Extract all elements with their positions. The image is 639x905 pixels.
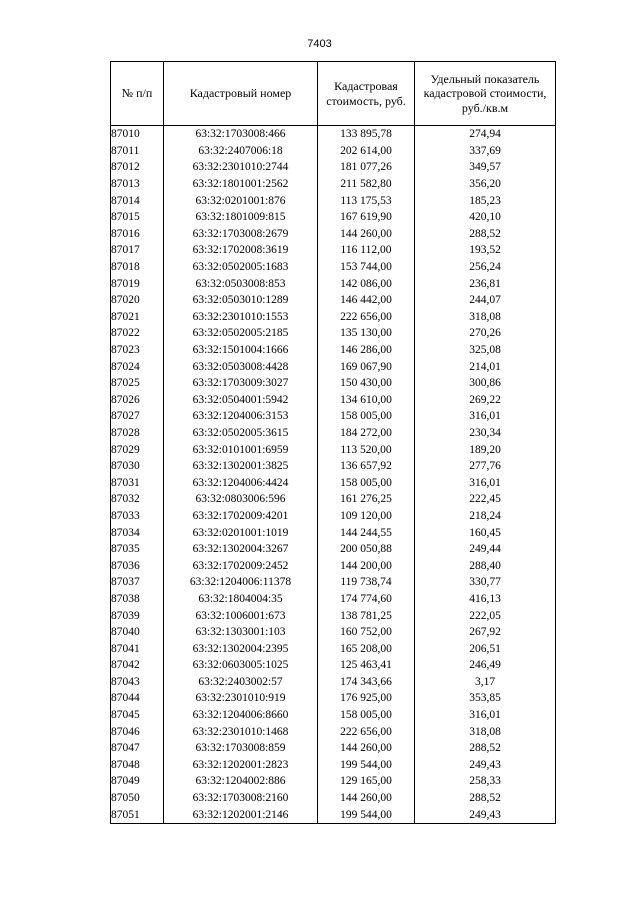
cell-cadastral-number: 63:32:0504001:5942	[164, 392, 318, 409]
table-row	[111, 375, 556, 392]
cell-cadastral-number: 63:32:2301010:919	[164, 690, 318, 707]
cell-row-number: 87018	[111, 259, 164, 276]
table-row	[111, 773, 556, 790]
table-row	[111, 690, 556, 707]
cell-specific-value: 206,51	[415, 640, 556, 657]
cell-cadastral-number: 63:32:1703008:859	[164, 740, 318, 757]
cell-cadastral-value: 199 544,00	[318, 806, 415, 823]
cell-cadastral-value: 167 619,90	[318, 209, 415, 226]
cell-cadastral-value: 144 200,00	[318, 557, 415, 574]
cell-specific-value: 249,43	[415, 757, 556, 774]
cell-cadastral-number: 63:32:0803006:596	[164, 491, 318, 508]
table-row	[111, 624, 556, 641]
cell-cadastral-value: 222 656,00	[318, 723, 415, 740]
table-header	[111, 62, 556, 126]
cell-cadastral-value: 202 614,00	[318, 143, 415, 160]
table-row	[111, 757, 556, 774]
cell-row-number: 87044	[111, 690, 164, 707]
table-row	[111, 159, 556, 176]
cell-cadastral-number: 63:32:1302001:3825	[164, 458, 318, 475]
cell-row-number: 87043	[111, 674, 164, 691]
table-row	[111, 242, 556, 259]
cell-specific-value: 214,01	[415, 358, 556, 375]
cell-cadastral-value: 158 005,00	[318, 408, 415, 425]
cell-cadastral-value: 146 442,00	[318, 292, 415, 309]
table-body	[111, 126, 556, 824]
table-row	[111, 392, 556, 409]
table-row	[111, 640, 556, 657]
cell-specific-value: 356,20	[415, 176, 556, 193]
table-row	[111, 259, 556, 276]
table-row	[111, 192, 556, 209]
cell-specific-value: 318,08	[415, 309, 556, 326]
table-row	[111, 358, 556, 375]
table-row	[111, 674, 556, 691]
cell-specific-value: 316,01	[415, 408, 556, 425]
table-row	[111, 591, 556, 608]
cell-specific-value: 218,24	[415, 508, 556, 525]
cell-specific-value: 270,26	[415, 325, 556, 342]
cell-specific-value: 318,08	[415, 723, 556, 740]
cell-row-number: 87022	[111, 325, 164, 342]
table-row	[111, 226, 556, 243]
cell-specific-value: 269,22	[415, 392, 556, 409]
cell-cadastral-number: 63:32:1204006:4424	[164, 474, 318, 491]
cell-cadastral-value: 136 657,92	[318, 458, 415, 475]
cell-cadastral-number: 63:32:1202001:2146	[164, 806, 318, 823]
cell-row-number: 87025	[111, 375, 164, 392]
table-row	[111, 209, 556, 226]
header-cadastral-number: Кадастровый номер	[164, 62, 318, 126]
cell-cadastral-number: 63:32:1204006:11378	[164, 574, 318, 591]
cell-cadastral-number: 63:32:0201001:1019	[164, 524, 318, 541]
cell-cadastral-value: 125 463,41	[318, 657, 415, 674]
cell-cadastral-number: 63:32:1204002:886	[164, 773, 318, 790]
cell-cadastral-number: 63:32:0503010:1289	[164, 292, 318, 309]
cell-cadastral-value: 181 077,26	[318, 159, 415, 176]
cell-row-number: 87031	[111, 474, 164, 491]
cell-cadastral-value: 144 260,00	[318, 790, 415, 807]
cell-cadastral-value: 174 774,60	[318, 591, 415, 608]
cell-specific-value: 316,01	[415, 474, 556, 491]
cell-specific-value: 244,07	[415, 292, 556, 309]
table-row	[111, 806, 556, 823]
cell-specific-value: 222,45	[415, 491, 556, 508]
table-row	[111, 143, 556, 160]
table-row	[111, 458, 556, 475]
cell-row-number: 87030	[111, 458, 164, 475]
cell-cadastral-value: 165 208,00	[318, 640, 415, 657]
cell-cadastral-value: 200 050,88	[318, 541, 415, 558]
cell-cadastral-number: 63:32:0503008:4428	[164, 358, 318, 375]
cell-row-number: 87041	[111, 640, 164, 657]
cell-specific-value: 236,81	[415, 275, 556, 292]
header-row-number: № п/п	[111, 62, 164, 126]
table-row	[111, 557, 556, 574]
cell-cadastral-value: 119 738,74	[318, 574, 415, 591]
cell-cadastral-number: 63:32:2301010:1468	[164, 723, 318, 740]
table-row	[111, 342, 556, 359]
table-row	[111, 126, 556, 143]
cell-cadastral-number: 63:32:0503008:853	[164, 275, 318, 292]
cell-row-number: 87050	[111, 790, 164, 807]
table-row	[111, 441, 556, 458]
table-row	[111, 292, 556, 309]
cell-cadastral-number: 63:32:0101001:6959	[164, 441, 318, 458]
cell-cadastral-value: 113 520,00	[318, 441, 415, 458]
cell-cadastral-value: 109 120,00	[318, 508, 415, 525]
cell-cadastral-number: 63:32:2301010:1553	[164, 309, 318, 326]
cell-cadastral-value: 142 086,00	[318, 275, 415, 292]
cell-cadastral-value: 184 272,00	[318, 425, 415, 442]
cell-cadastral-value: 199 544,00	[318, 757, 415, 774]
cell-cadastral-number: 63:32:0502005:1683	[164, 259, 318, 276]
cell-cadastral-number: 63:32:0603005:1025	[164, 657, 318, 674]
cell-specific-value: 300,86	[415, 375, 556, 392]
cell-cadastral-value: 211 582,80	[318, 176, 415, 193]
table-row	[111, 607, 556, 624]
cell-specific-value: 249,43	[415, 806, 556, 823]
cell-cadastral-value: 176 925,00	[318, 690, 415, 707]
cell-specific-value: 246,49	[415, 657, 556, 674]
cell-row-number: 87037	[111, 574, 164, 591]
cell-cadastral-number: 63:32:1703009:3027	[164, 375, 318, 392]
table-row	[111, 425, 556, 442]
table-row	[111, 707, 556, 724]
cell-row-number: 87034	[111, 524, 164, 541]
cell-specific-value: 277,76	[415, 458, 556, 475]
cell-cadastral-number: 63:32:0201001:876	[164, 192, 318, 209]
cell-row-number: 87012	[111, 159, 164, 176]
cell-specific-value: 222,05	[415, 607, 556, 624]
cell-specific-value: 325,08	[415, 342, 556, 359]
cell-cadastral-number: 63:32:1702008:3619	[164, 242, 318, 259]
cell-row-number: 87024	[111, 358, 164, 375]
table-row	[111, 325, 556, 342]
table-row	[111, 524, 556, 541]
cell-row-number: 87026	[111, 392, 164, 409]
page-number: 7403	[307, 38, 332, 50]
cell-cadastral-value: 146 286,00	[318, 342, 415, 359]
cell-cadastral-value: 138 781,25	[318, 607, 415, 624]
cell-row-number: 87039	[111, 607, 164, 624]
cell-row-number: 87042	[111, 657, 164, 674]
cell-row-number: 87013	[111, 176, 164, 193]
cell-specific-value: 288,52	[415, 740, 556, 757]
cell-cadastral-number: 63:32:1302004:3267	[164, 541, 318, 558]
cell-specific-value: 193,52	[415, 242, 556, 259]
cell-cadastral-number: 63:32:1204006:8660	[164, 707, 318, 724]
header-cadastral-value: Кадастровая стоимость, руб.	[318, 62, 415, 126]
cell-row-number: 87033	[111, 508, 164, 525]
cell-specific-value: 420,10	[415, 209, 556, 226]
cell-cadastral-number: 63:32:2403002:57	[164, 674, 318, 691]
cell-row-number: 87017	[111, 242, 164, 259]
cell-cadastral-value: 113 175,53	[318, 192, 415, 209]
cell-cadastral-number: 63:32:1006001:673	[164, 607, 318, 624]
table-row	[111, 508, 556, 525]
cell-row-number: 87040	[111, 624, 164, 641]
cell-row-number: 87027	[111, 408, 164, 425]
cell-cadastral-value: 144 260,00	[318, 740, 415, 757]
cell-specific-value: 349,57	[415, 159, 556, 176]
cell-row-number: 87049	[111, 773, 164, 790]
cell-cadastral-value: 158 005,00	[318, 707, 415, 724]
cell-cadastral-value: 135 130,00	[318, 325, 415, 342]
table-row	[111, 574, 556, 591]
header-row	[111, 62, 556, 126]
cell-specific-value: 288,40	[415, 557, 556, 574]
cell-row-number: 87038	[111, 591, 164, 608]
cell-specific-value: 274,94	[415, 126, 556, 143]
cell-cadastral-number: 63:32:2301010:2744	[164, 159, 318, 176]
cell-cadastral-number: 63:32:1702009:4201	[164, 508, 318, 525]
cell-cadastral-value: 158 005,00	[318, 474, 415, 491]
cell-specific-value: 353,85	[415, 690, 556, 707]
cell-row-number: 87046	[111, 723, 164, 740]
cell-cadastral-number: 63:32:1303001:103	[164, 624, 318, 641]
cell-cadastral-value: 169 067,90	[318, 358, 415, 375]
cell-row-number: 87023	[111, 342, 164, 359]
cell-row-number: 87051	[111, 806, 164, 823]
cell-cadastral-number: 63:32:1801009:815	[164, 209, 318, 226]
cell-specific-value: 3,17	[415, 674, 556, 691]
cell-row-number: 87036	[111, 557, 164, 574]
cell-cadastral-value: 144 260,00	[318, 226, 415, 243]
cell-specific-value: 249,44	[415, 541, 556, 558]
cell-specific-value: 316,01	[415, 707, 556, 724]
cell-specific-value: 189,20	[415, 441, 556, 458]
cell-specific-value: 185,23	[415, 192, 556, 209]
cell-cadastral-number: 63:32:1702009:2452	[164, 557, 318, 574]
table-row	[111, 657, 556, 674]
cell-row-number: 87021	[111, 309, 164, 326]
cell-row-number: 87032	[111, 491, 164, 508]
cell-row-number: 87014	[111, 192, 164, 209]
cell-cadastral-value: 161 276,25	[318, 491, 415, 508]
cell-cadastral-number: 63:32:1703008:2679	[164, 226, 318, 243]
cell-specific-value: 256,24	[415, 259, 556, 276]
cell-cadastral-value: 174 343,66	[318, 674, 415, 691]
cell-specific-value: 258,33	[415, 773, 556, 790]
cell-cadastral-value: 153 744,00	[318, 259, 415, 276]
cell-row-number: 87019	[111, 275, 164, 292]
cell-row-number: 87048	[111, 757, 164, 774]
cell-cadastral-value: 150 430,00	[318, 375, 415, 392]
cell-cadastral-number: 63:32:1703008:2160	[164, 790, 318, 807]
cell-row-number: 87028	[111, 425, 164, 442]
cell-cadastral-value: 116 112,00	[318, 242, 415, 259]
cell-row-number: 87010	[111, 126, 164, 143]
cell-specific-value: 288,52	[415, 226, 556, 243]
cell-cadastral-value: 222 656,00	[318, 309, 415, 326]
cell-specific-value: 288,52	[415, 790, 556, 807]
cell-row-number: 87011	[111, 143, 164, 160]
cell-row-number: 87029	[111, 441, 164, 458]
table-row	[111, 176, 556, 193]
cell-cadastral-number: 63:32:0502005:2185	[164, 325, 318, 342]
cell-cadastral-number: 63:32:2407006:18	[164, 143, 318, 160]
cell-row-number: 87047	[111, 740, 164, 757]
cell-cadastral-number: 63:32:1204006:3153	[164, 408, 318, 425]
cell-cadastral-value: 144 244,55	[318, 524, 415, 541]
table-row	[111, 790, 556, 807]
cell-specific-value: 330,77	[415, 574, 556, 591]
table-row	[111, 541, 556, 558]
cell-cadastral-value: 160 752,00	[318, 624, 415, 641]
table-row	[111, 491, 556, 508]
table-row	[111, 309, 556, 326]
cell-row-number: 87020	[111, 292, 164, 309]
cell-row-number: 87015	[111, 209, 164, 226]
cell-cadastral-value: 129 165,00	[318, 773, 415, 790]
table-row	[111, 740, 556, 757]
header-specific-value: Удельный показатель кадастровой стоимости, руб./кв.м	[415, 62, 556, 126]
cell-specific-value: 267,92	[415, 624, 556, 641]
cell-cadastral-number: 63:32:1302004:2395	[164, 640, 318, 657]
cell-cadastral-value: 133 895,78	[318, 126, 415, 143]
cell-specific-value: 416,13	[415, 591, 556, 608]
cell-row-number: 87016	[111, 226, 164, 243]
table-row	[111, 275, 556, 292]
cell-row-number: 87045	[111, 707, 164, 724]
table-row	[111, 408, 556, 425]
cell-specific-value: 230,34	[415, 425, 556, 442]
cell-cadastral-number: 63:32:1501004:1666	[164, 342, 318, 359]
cell-cadastral-value: 134 610,00	[318, 392, 415, 409]
cell-cadastral-number: 63:32:1202001:2823	[164, 757, 318, 774]
cell-cadastral-number: 63:32:0502005:3615	[164, 425, 318, 442]
cell-row-number: 87035	[111, 541, 164, 558]
cadastral-value-table	[110, 61, 556, 824]
cell-cadastral-number: 63:32:1804004:35	[164, 591, 318, 608]
cell-specific-value: 160,45	[415, 524, 556, 541]
table-row	[111, 474, 556, 491]
cell-specific-value: 337,69	[415, 143, 556, 160]
cell-cadastral-number: 63:32:1801001:2562	[164, 176, 318, 193]
cell-cadastral-number: 63:32:1703008:466	[164, 126, 318, 143]
table-row	[111, 723, 556, 740]
